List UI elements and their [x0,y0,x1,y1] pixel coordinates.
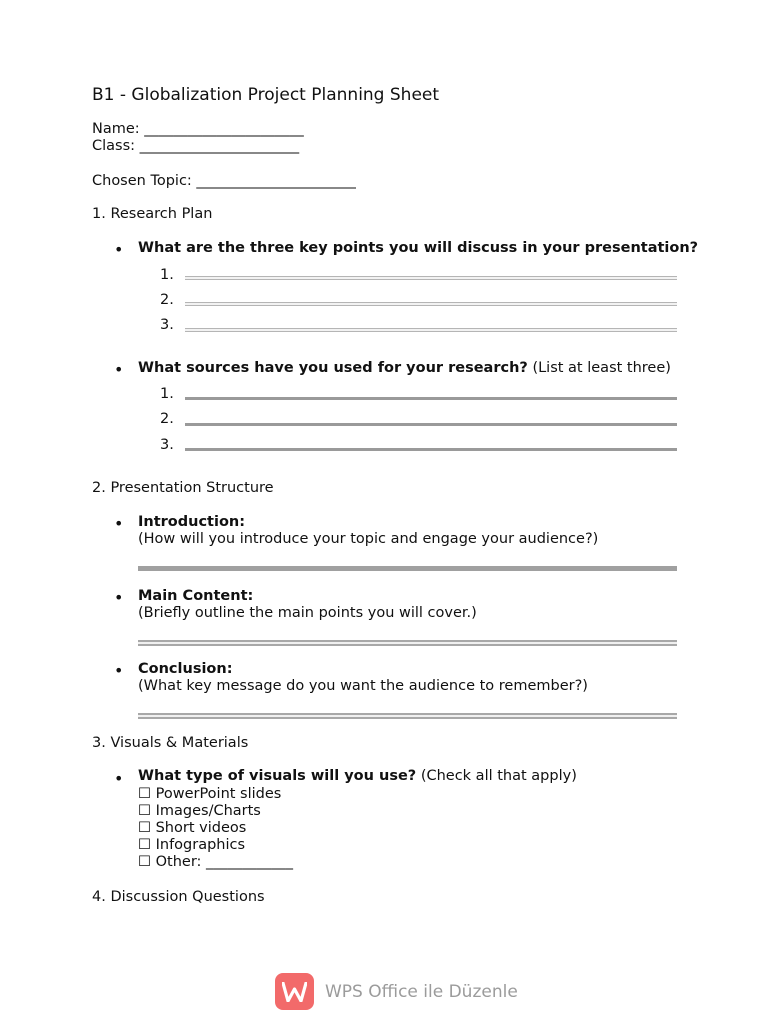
checkbox-option-powerpoint[interactable]: ☐ PowerPoint slides [138,786,282,802]
bullet-icon: • [114,240,124,259]
wps-edit-link[interactable]: WPS Office ile Düzenle [325,982,518,1002]
sources-question-text: What sources have you used for your research? [138,360,528,376]
sources-question [138,360,671,376]
answer-line [185,302,677,306]
answer-line [138,713,677,719]
sources-question-note: (List at least three) [532,360,671,376]
class-field-line: Class: ______________________ [92,138,300,154]
bullet-icon: • [114,360,124,379]
conclusion-prompt: (What key message do you want the audience to remember?) [138,678,588,694]
visuals-question-text: What type of visuals will you use? [138,768,417,784]
list-number: 3. [160,437,174,453]
section-heading-presentation-structure: 2. Presentation Structure [92,480,274,496]
section-heading-discussion-questions: 4. Discussion Questions [92,889,265,905]
list-number: 1. [160,267,174,283]
name-field-line: Name: ______________________ [92,121,304,137]
main-content-label: Main Content: [138,588,254,604]
visuals-question-note: (Check all that apply) [420,768,577,784]
checkbox-option-infographics[interactable]: ☐ Infographics [138,837,246,853]
list-number: 2. [160,292,174,308]
bullet-icon: • [114,514,124,533]
list-number: 1. [160,386,174,402]
introduction-label: Introduction: [138,514,246,530]
answer-line [138,566,677,571]
checkbox-option-other[interactable]: ☐ Other: ____________ [138,854,294,870]
answer-line [185,397,677,400]
chosen-topic-line: Chosen Topic: ______________________ [92,173,356,189]
bullet-icon: • [114,661,124,680]
conclusion-label: Conclusion: [138,661,233,677]
main-content-prompt: (Briefly outline the main points you will cover.) [138,605,477,621]
wps-w-glyph-icon [282,982,307,1002]
document-title: B1 - Globalization Project Planning Sheet [92,85,440,105]
wps-logo-icon[interactable] [275,973,314,1010]
bullet-icon: • [114,769,124,788]
checkbox-option-images-charts[interactable]: ☐ Images/Charts [138,803,261,819]
list-number: 2. [160,411,174,427]
checkbox-option-short-videos[interactable]: ☐ Short videos [138,820,247,836]
answer-line [185,328,677,332]
answer-line [185,423,677,426]
introduction-prompt: (How will you introduce your topic and engage your audience?) [138,531,599,547]
section-heading-research-plan: 1. Research Plan [92,206,213,222]
list-number: 3. [160,317,174,333]
key-points-question: What are the three key points you will discuss in your presentation? [138,240,699,256]
visuals-question [138,768,577,784]
answer-line [185,448,677,451]
answer-line [185,276,677,280]
section-heading-visuals-materials: 3. Visuals & Materials [92,735,249,751]
answer-line [138,640,677,646]
bullet-icon: • [114,588,124,607]
